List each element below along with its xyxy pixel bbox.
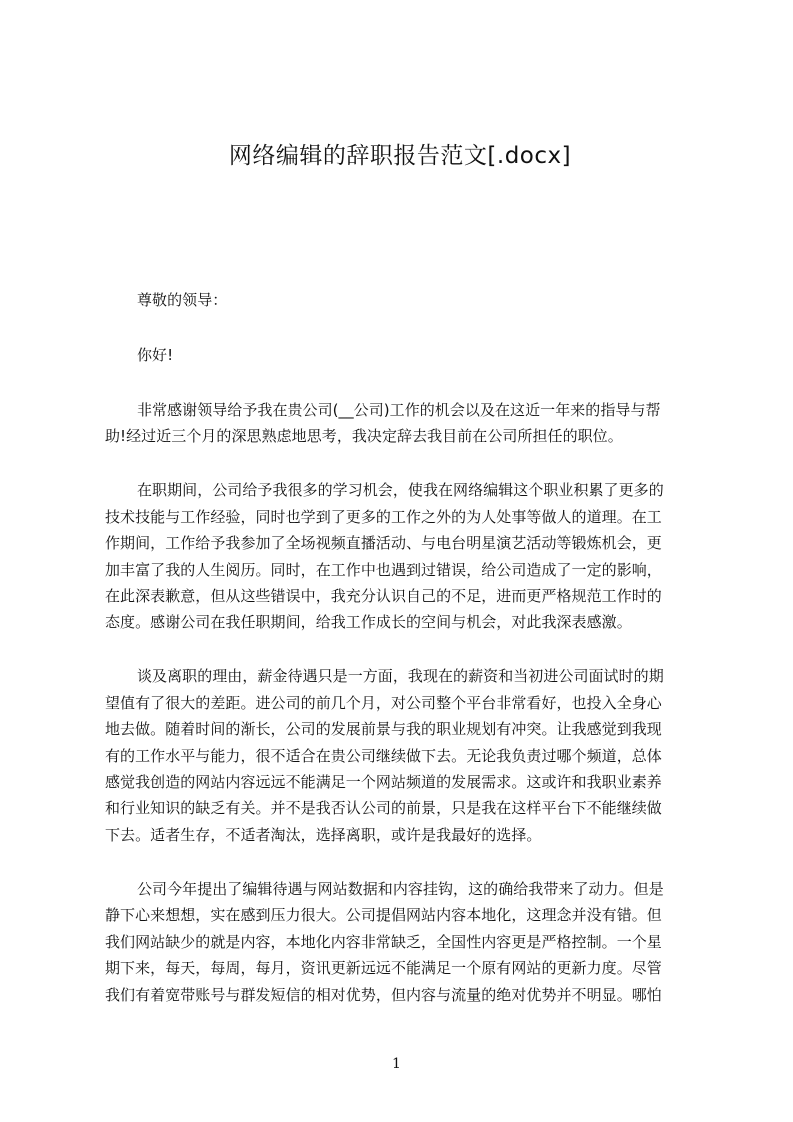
paragraph-4-line-5: 我们有着宽带账号与群发短信的相对优势，但内容与流量的绝对优势并不明显。哪怕 — [105, 986, 662, 1004]
paragraph-4-line-1: 公司今年提出了编辑待遇与网站数据和内容挂钩，这的确给我带来了动力。但是 — [137, 880, 664, 898]
paragraph-2-line-2: 技术技能与工作经验，同时也学到了更多的工作之外的为人处事等做人的道理。在工 — [105, 508, 662, 526]
paragraph-3-line-3: 地去做。随着时间的渐长，公司的发展前景与我的职业规划有冲突。让我感觉到我现 — [105, 720, 662, 738]
paragraph-3-line-7: 下去。适者生存，不适者淘汰，选择离职，或许是我最好的选择。 — [105, 826, 542, 844]
paragraph-3-line-4: 有的工作水平与能力，很不适合在贵公司继续做下去。无论我负责过哪个频道，总体 — [105, 747, 662, 765]
paragraph-2-line-1: 在职期间，公司给予我很多的学习机会，使我在网络编辑这个职业积累了更多的 — [137, 481, 664, 499]
paragraph-3-line-5: 感觉我创造的网站内容远远不能满足一个网站频道的发展需求。这或许和我职业素养 — [105, 773, 662, 791]
paragraph-4-line-3: 我们网站缺少的就是内容，本地化内容非常缺乏，全国性内容更是严格控制。一个星 — [105, 933, 662, 951]
paragraph-4-line-2: 静下心来想想，实在感到压力很大。公司提倡网站内容本地化，这理念并没有错。但 — [105, 906, 662, 924]
paragraph-2-line-3: 作期间，工作给予我参加了全场视频直播活动、与电台明星演艺活动等锻炼机会，更 — [105, 534, 662, 552]
paragraph-3-line-1: 谈及离职的理由，薪金待遇只是一方面，我现在的薪资和当初进公司面试时的期 — [137, 667, 664, 685]
page-number: 1 — [392, 1056, 401, 1072]
document-title: 网络编辑的辞职报告范文[.docx] — [228, 143, 572, 169]
paragraph-1-line-2: 助!经过近三个月的深思熟虑地思考，我决定辞去我目前在公司所担任的职位。 — [105, 427, 623, 445]
paragraph-3-line-6: 和行业知识的缺乏有关。并不是我否认公司的前景，只是我在这样平台下不能继续做 — [105, 799, 662, 817]
paragraph-2-line-4: 加丰富了我的人生阅历。同时，在工作中也遇到过错误，给公司造成了一定的影响， — [105, 561, 662, 579]
paragraph-1-line-1: 非常感谢领导给予我在贵公司(__公司)工作的机会以及在这近一年来的指导与帮 — [137, 401, 661, 419]
paragraph-4-line-4: 期下来，每天，每周，每月，资讯更新远远不能满足一个原有网站的更新力度。尽管 — [105, 959, 662, 977]
salutation: 尊敬的领导： — [137, 291, 228, 309]
paragraph-2-line-5: 在此深表歉意，但从这些错误中，我充分认识自己的不足，进而更严格规范工作时的 — [105, 587, 662, 605]
greeting: 你好! — [137, 346, 174, 364]
paragraph-3-line-2: 望值有了很大的差距。进公司的前几个月，对公司整个平台非常看好，也投入全身心 — [105, 694, 662, 712]
paragraph-2-line-6: 态度。感谢公司在我任职期间，给我工作成长的空间与机会，对此我深表感激。 — [105, 613, 632, 631]
